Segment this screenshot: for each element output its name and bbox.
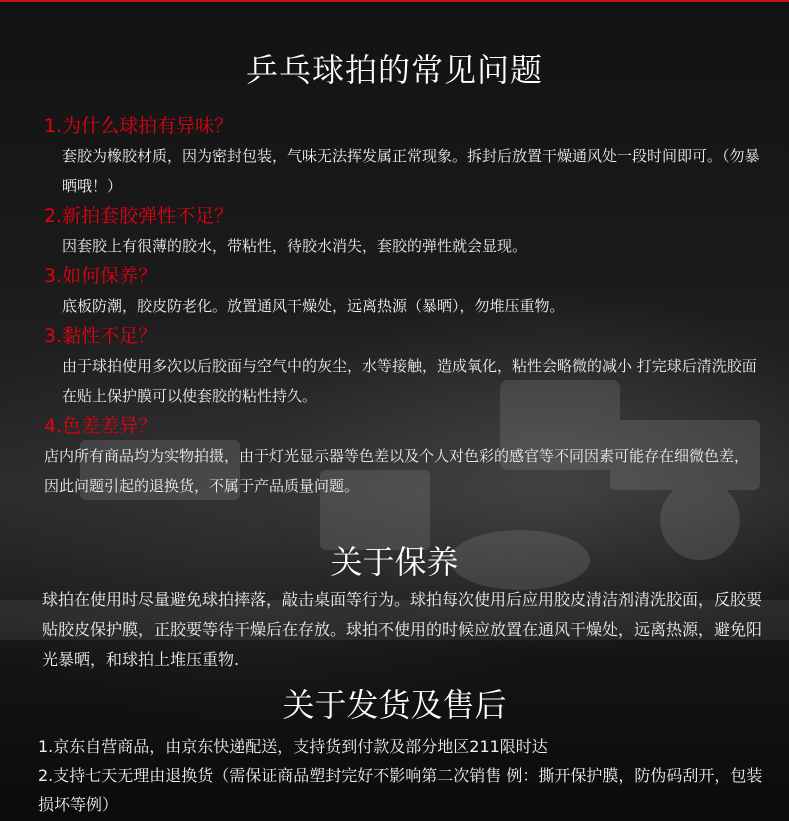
shipping-item-2: 2.支持七天无理由退换货（需保证商品塑封完好不影响第二次销售 例：撕开保护膜，防伪码刮开，包装损坏等例） [38, 766, 763, 814]
page-title: 乒乓球拍的常见问题 [245, 51, 543, 89]
faq-answer-2: 因套胶上有很薄的胶水，带粘性，待胶水消失，套胶的弹性就会显现。 [62, 237, 528, 255]
faq-question-5: 4.色差差异？ [44, 415, 158, 437]
care-text: 球拍在使用时尽量避免球拍摔落，敲击桌面等行为。球拍每次使用后应用胶皮清洁剂清洗胶面，反胶要贴胶皮保护膜，正胶要等待干燥后在存放。球拍不使用的时候应放置在通风干燥处，远离热源，避免阳光暴晒，和球拍上堆压重物. [42, 590, 763, 669]
faq-answer-4: 由于球拍使用多次以后胶面与空气中的灰尘，水等接触，造成氧化，粘性会略微的减小 打完球后清洗胶面在贴上保护膜可以使套胶的粘性持久。 [62, 357, 757, 405]
faq-answer-3: 底板防潮，胶皮防老化。放置通风干燥处，远离热源（暴晒），勿堆压重物。 [62, 297, 565, 315]
faq-question-2: 2.新拍套胶弹性不足？ [44, 205, 234, 227]
faq-question-1: 1.为什么球拍有异味？ [44, 115, 234, 137]
faq-question-4: 3.黏性不足？ [44, 325, 158, 347]
shipping-item-1: 1.京东自营商品，由京东快递配送，支持货到付款及部分地区211限时达 [38, 737, 548, 756]
shipping-section-title: 关于发货及售后 [282, 686, 507, 724]
faq-answer-5: 店内所有商品均为实物拍摄，由于灯光显示器等色差以及个人对色彩的感官等不同因素可能存在细微色差，因此问题引起的退换货，不属于产品质量问题。 [44, 447, 750, 495]
faq-answer-1: 套胶为橡胶材质，因为密封包装，气味无法挥发属正常现象。拆封后放置干燥通风处一段时间即可。（勿暴晒哦！） [62, 147, 760, 195]
care-section-title: 关于保养 [330, 543, 459, 581]
faq-question-3: 3.如何保养？ [44, 265, 158, 287]
